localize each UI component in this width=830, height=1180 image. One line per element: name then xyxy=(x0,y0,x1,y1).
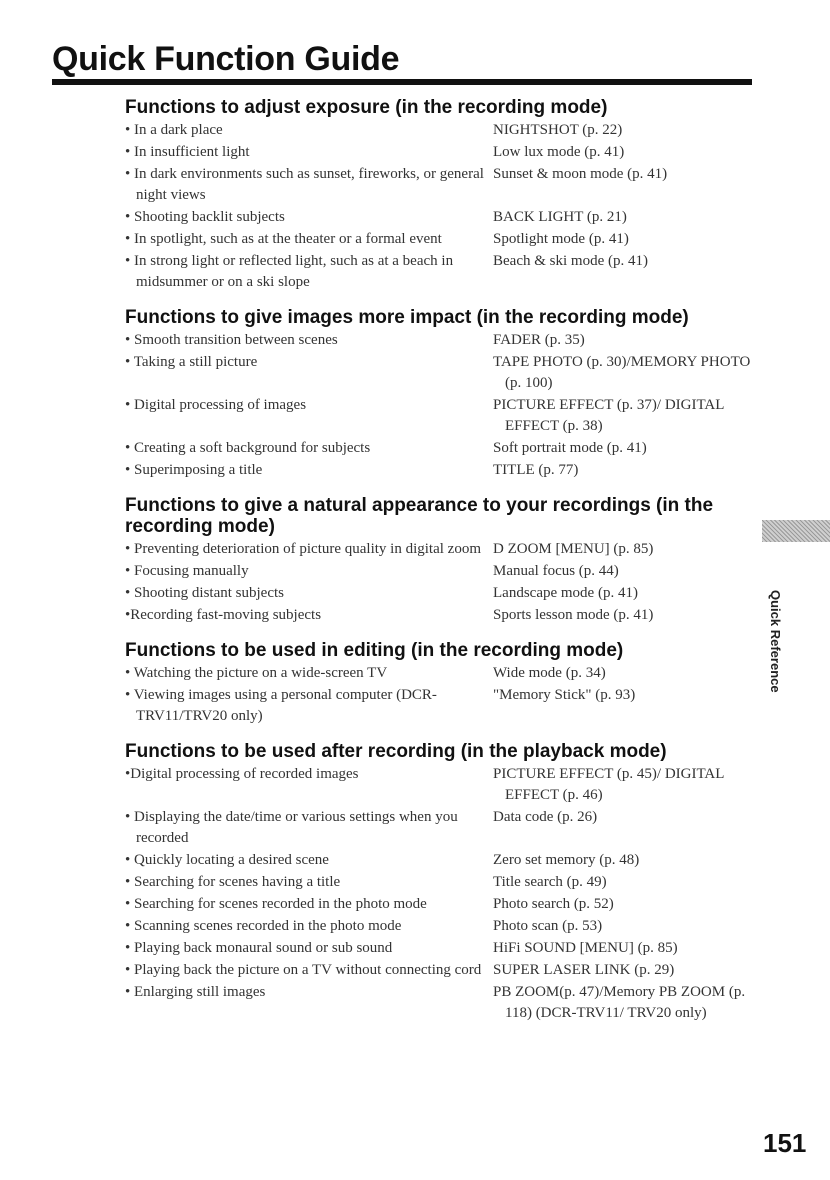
condition-text: • Superimposing a title xyxy=(125,462,263,478)
section-heading: Functions to be used after recording (in the playback mode) xyxy=(125,741,667,762)
function-text: Sunset & moon mode (p. 41) xyxy=(493,166,668,182)
section-heading: Functions to give a natural appearance to your recordings (in the recording mode) xyxy=(125,495,714,537)
condition-text: • Watching the picture on a wide-screen TV xyxy=(125,665,388,681)
section-natural-appearance xyxy=(125,495,765,626)
guide-row xyxy=(125,539,765,560)
function-text: BACK LIGHT (p. 21) xyxy=(493,209,627,225)
condition-text: • Focusing manually xyxy=(125,563,249,579)
function-text: Data code (p. 26) xyxy=(493,809,598,825)
guide-row xyxy=(125,938,765,959)
condition-text: • Displaying the date/time or various settings when you recorded xyxy=(125,809,458,846)
function-text: FADER (p. 35) xyxy=(493,332,585,348)
guide-row xyxy=(125,207,765,228)
guide-row xyxy=(125,438,765,459)
function-text: Landscape mode (p. 41) xyxy=(493,585,638,601)
section-exposure xyxy=(125,97,765,293)
function-text: Manual focus (p. 44) xyxy=(493,563,619,579)
function-text: D ZOOM [MENU] (p. 85) xyxy=(493,541,654,557)
condition-text: • Quickly locating a desired scene xyxy=(125,852,329,868)
condition-text: • In spotlight, such as at the theater or a formal event xyxy=(125,231,442,247)
function-text: Photo search (p. 52) xyxy=(493,896,614,912)
condition-text: • Enlarging still images xyxy=(125,984,266,1000)
condition-text: • Playing back monaural sound or sub sound xyxy=(125,940,393,956)
guide-row xyxy=(125,229,765,250)
section-heading: Functions to be used in editing (in the recording mode) xyxy=(125,640,624,661)
condition-text: • Searching for scenes having a title xyxy=(125,874,341,890)
function-text: NIGHTSHOT (p. 22) xyxy=(493,122,623,138)
condition-text: •Digital processing of recorded images xyxy=(125,766,359,782)
function-text: TITLE (p. 77) xyxy=(493,462,579,478)
function-text: TAPE PHOTO (p. 30)/MEMORY PHOTO (p. 100) xyxy=(493,354,751,391)
guide-row xyxy=(125,251,765,293)
function-text: Soft portrait mode (p. 41) xyxy=(493,440,647,456)
guide-row xyxy=(125,164,765,206)
guide-row xyxy=(125,395,765,437)
function-text: Beach & ski mode (p. 41) xyxy=(493,253,648,269)
guide-row xyxy=(125,663,765,684)
condition-text: • Smooth transition between scenes xyxy=(125,332,338,348)
function-text: Spotlight mode (p. 41) xyxy=(493,231,629,247)
function-text: Photo scan (p. 53) xyxy=(493,918,603,934)
condition-text: • Shooting distant subjects xyxy=(125,585,285,601)
title-rule xyxy=(52,79,752,85)
section-impact xyxy=(125,307,765,481)
function-text: Zero set memory (p. 48) xyxy=(493,852,640,868)
function-text: HiFi SOUND [MENU] (p. 85) xyxy=(493,940,678,956)
function-text: Title search (p. 49) xyxy=(493,874,607,890)
page-title: Quick Function Guide xyxy=(52,40,400,78)
condition-text: • Scanning scenes recorded in the photo mode xyxy=(125,918,402,934)
section-playback xyxy=(125,741,765,1024)
side-section-label: Quick Reference xyxy=(768,590,783,693)
function-text: Low lux mode (p. 41) xyxy=(493,144,625,160)
condition-text: • Preventing deterioration of picture quality in digital zoom xyxy=(125,541,481,557)
guide-row xyxy=(125,330,765,351)
condition-text: • Digital processing of images xyxy=(125,397,307,413)
side-index-tab xyxy=(762,520,830,542)
guide-row xyxy=(125,561,765,582)
page-number: 151 xyxy=(763,1128,807,1158)
condition-text: • In a dark place xyxy=(125,122,223,138)
guide-row xyxy=(125,764,765,806)
guide-row xyxy=(125,685,765,727)
section-heading: Functions to adjust exposure (in the recording mode) xyxy=(125,97,608,118)
guide-row xyxy=(125,142,765,163)
condition-text: • Playing back the picture on a TV without connecting cord xyxy=(125,962,482,978)
condition-text: •Recording fast-moving subjects xyxy=(125,607,322,623)
condition-text: • Searching for scenes recorded in the photo mode xyxy=(125,896,427,912)
function-text: PICTURE EFFECT (p. 45)/ DIGITAL EFFECT (p. 46) xyxy=(493,766,724,803)
function-text: PB ZOOM(p. 47)/Memory PB ZOOM (p. 118) (DCR-TRV11/ TRV20 only) xyxy=(493,984,746,1021)
guide-row xyxy=(125,960,765,981)
condition-text: • In insufficient light xyxy=(125,144,250,160)
condition-text: • Shooting backlit subjects xyxy=(125,209,285,225)
condition-text: • Viewing images using a personal computer (DCR-TRV11/TRV20 only) xyxy=(125,687,437,724)
section-heading: Functions to give images more impact (in the recording mode) xyxy=(125,307,689,328)
condition-text: • Taking a still picture xyxy=(125,354,258,370)
guide-row xyxy=(125,605,765,626)
guide-row xyxy=(125,120,765,141)
function-guide xyxy=(125,97,765,1038)
guide-row xyxy=(125,982,765,1024)
guide-row xyxy=(125,894,765,915)
guide-row xyxy=(125,583,765,604)
condition-text: • In strong light or reflected light, such as at a beach in midsummer or on a ski slope xyxy=(125,253,454,290)
guide-row xyxy=(125,850,765,871)
function-text: SUPER LASER LINK (p. 29) xyxy=(493,962,675,978)
guide-row xyxy=(125,352,765,394)
function-text: Wide mode (p. 34) xyxy=(493,665,606,681)
function-text: Sports lesson mode (p. 41) xyxy=(493,607,654,623)
condition-text: • In dark environments such as sunset, fireworks, or general night views xyxy=(125,166,484,203)
guide-row xyxy=(125,872,765,893)
condition-text: • Creating a soft background for subjects xyxy=(125,440,371,456)
section-editing xyxy=(125,640,765,727)
function-text: "Memory Stick" (p. 93) xyxy=(493,687,636,703)
function-text: PICTURE EFFECT (p. 37)/ DIGITAL EFFECT (p. 38) xyxy=(493,397,724,434)
guide-row xyxy=(125,807,765,849)
guide-row xyxy=(125,460,765,481)
guide-row xyxy=(125,916,765,937)
